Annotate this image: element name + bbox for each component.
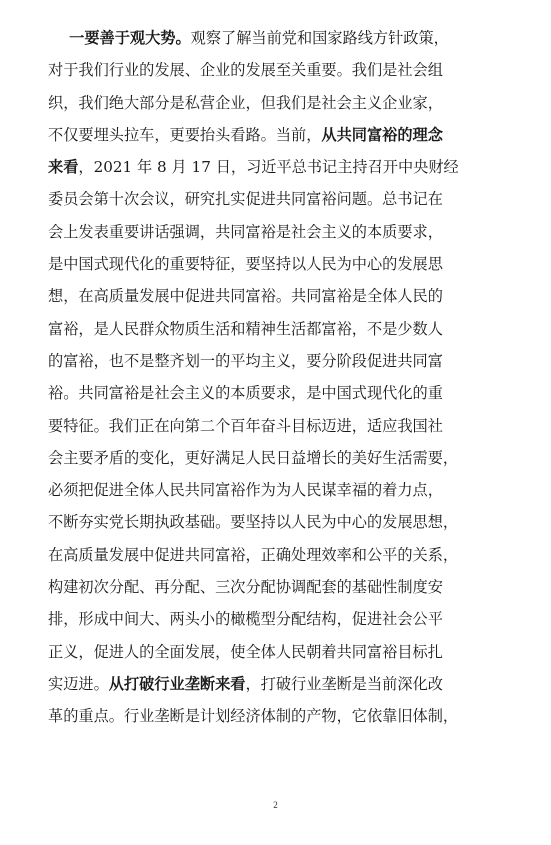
text-line <box>48 571 511 603</box>
text-line <box>48 700 511 732</box>
text-run: 观察了解当前党和国家路线方针政策， <box>190 29 449 47</box>
text-line <box>48 151 511 183</box>
text-run: 裕。共同富裕是社会主义的本质要求，是中国式现代化的重 <box>48 384 443 403</box>
bold-text-run: 从打破行业垄断来看 <box>108 674 246 693</box>
text-run: 实迈进。 <box>48 674 109 693</box>
text-run: 构建初次分配、再分配、三次分配协调配套的基础性制度安 <box>48 578 443 597</box>
text-line <box>48 539 511 571</box>
text-run: 要特征。我们正在向第二个百年奋斗目标迈进，适应我国社 <box>48 416 443 435</box>
text-run: 排，形成中间大、两头小的橄榄型分配结构，促进社会公平 <box>48 610 443 629</box>
text-run: ，打破行业垄断是当前深化改 <box>245 674 443 693</box>
text-run: 织，我们绝大部分是私营企业，但我们是社会主义企业家， <box>48 93 443 112</box>
text-line <box>48 280 511 312</box>
text-run: 革的重点。行业垄断是计划经济体制的产物，它依靠旧体制， <box>48 707 459 726</box>
text-run: 在高质量发展中促进共同富裕，正确处理效率和公平的关系， <box>48 545 459 564</box>
text-line <box>48 22 511 54</box>
text-run: 是中国式现代化的重要特征，要坚持以人民为中心的发展思 <box>48 255 443 274</box>
text-run: ，2021 年 8 月 17 日，习近平总书记主持召开中央财经 <box>78 158 459 177</box>
text-line <box>48 636 511 668</box>
text-line <box>48 216 511 248</box>
text-run: 的富裕，也不是整齐划一的平均主义，要分阶段促进共同富 <box>48 351 443 370</box>
body-text <box>48 22 511 733</box>
text-run: 不仅要埋头拉车，更要抬头看路。当前， <box>48 125 322 144</box>
text-line <box>48 54 511 86</box>
text-line <box>48 603 511 635</box>
page-number: 2 <box>273 800 278 810</box>
text-line <box>48 377 511 409</box>
bold-text-run: 一要善于观大势。 <box>48 29 191 47</box>
text-line <box>48 119 511 151</box>
text-run: 对于我们行业的发展、企业的发展至关重要。我们是社会组 <box>48 61 443 80</box>
text-run: 会主要矛盾的变化，更好满足人民日益增长的美好生活需要， <box>48 448 459 467</box>
text-run: 富裕，是人民群众物质生活和精神生活都富裕，不是少数人 <box>48 319 443 338</box>
text-run: 必须把促进全体人民共同富裕作为为人民谋幸福的着力点， <box>48 481 443 500</box>
text-line <box>48 183 511 215</box>
text-run: 会上发表重要讲话强调，共同富裕是社会主义的本质要求， <box>48 222 443 241</box>
text-line <box>48 87 511 119</box>
bold-text-run: 从共同富裕的理念 <box>321 125 443 144</box>
text-line <box>48 442 511 474</box>
text-line <box>48 248 511 280</box>
text-line <box>48 474 511 506</box>
bold-text-run: 来看 <box>48 158 79 177</box>
text-line <box>48 668 511 700</box>
text-run: 想，在高质量发展中促进共同富裕。共同富裕是全体人民的 <box>48 287 443 306</box>
text-run: 不断夯实党长期执政基础。要坚持以人民为中心的发展思想， <box>48 513 459 532</box>
text-line <box>48 345 511 377</box>
text-line <box>48 313 511 345</box>
text-line <box>48 506 511 538</box>
text-run: 正义，促进人的全面发展，使全体人民朝着共同富裕目标扎 <box>48 642 443 661</box>
text-run: 委员会第十次会议，研究扎实促进共同富裕问题。总书记在 <box>48 190 443 209</box>
text-line <box>48 410 511 442</box>
